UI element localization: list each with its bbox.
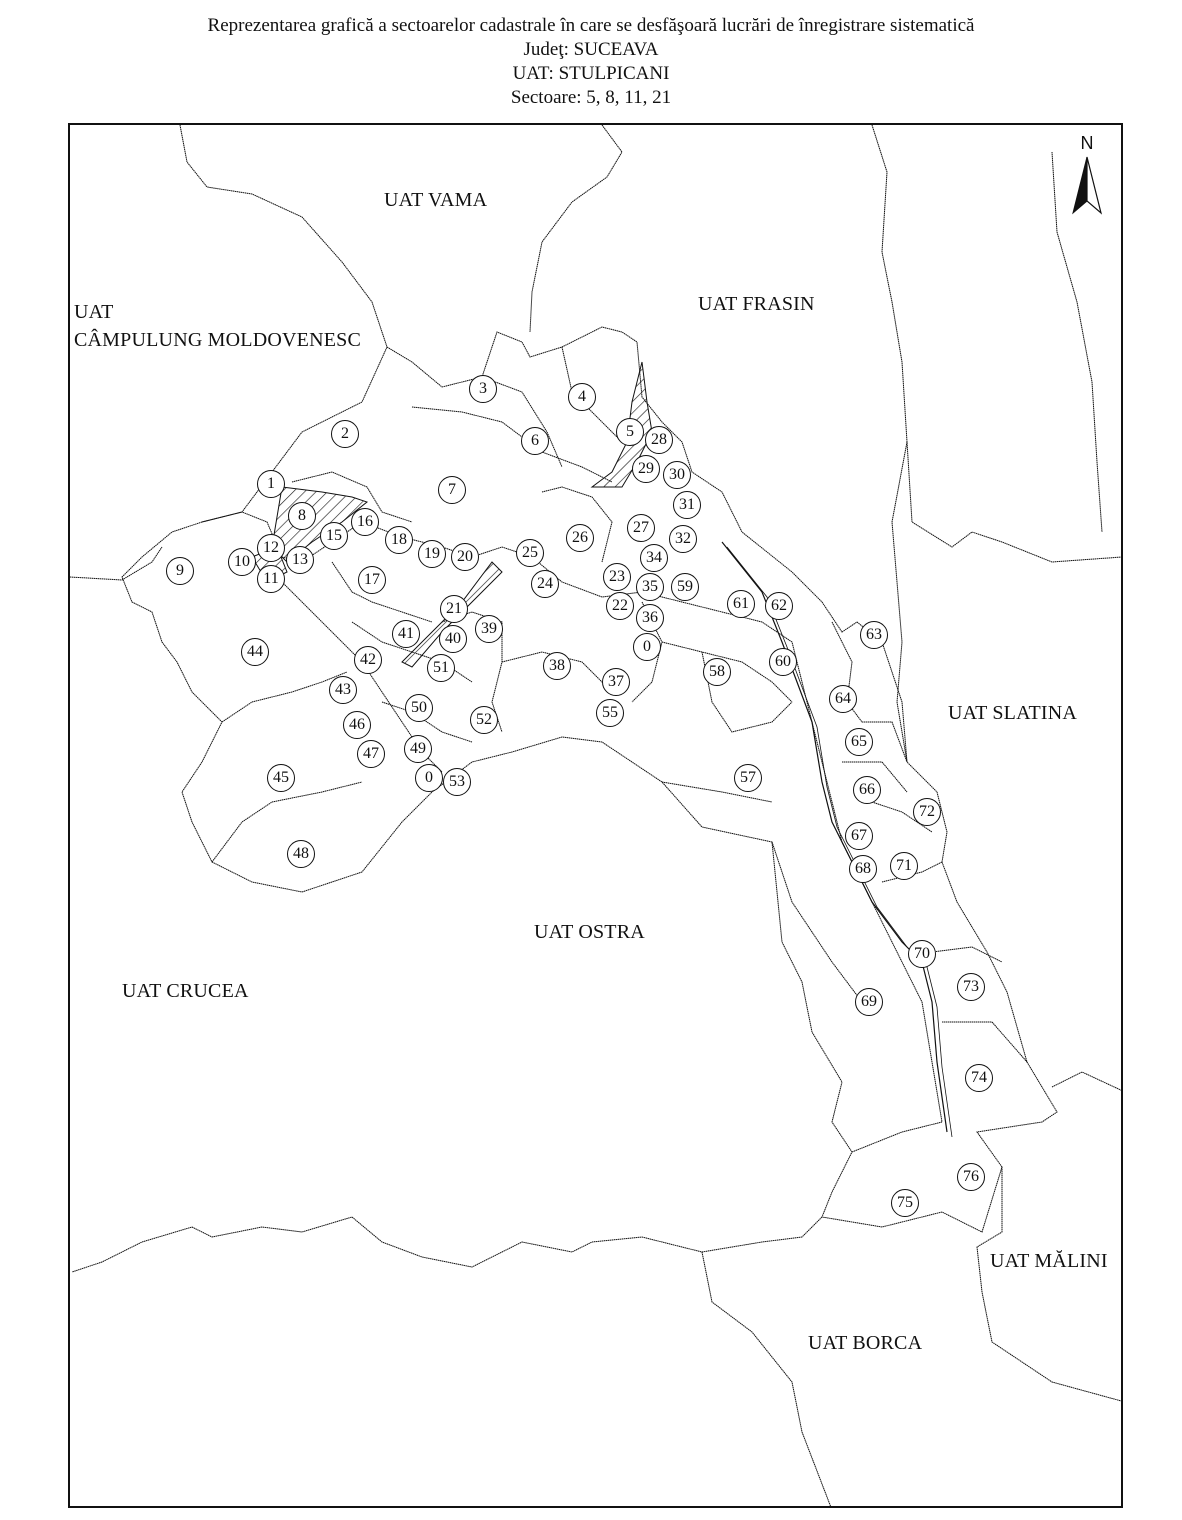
sector-marker-69[interactable]: 69 bbox=[855, 988, 883, 1016]
sector-marker-71[interactable]: 71 bbox=[890, 852, 918, 880]
title-line-4: Sectoare: 5, 8, 11, 21 bbox=[510, 87, 672, 108]
sector-marker-27[interactable]: 27 bbox=[627, 514, 655, 542]
sector-marker-29[interactable]: 29 bbox=[632, 455, 660, 483]
sector-marker-20[interactable]: 20 bbox=[451, 543, 479, 571]
north-arrow-icon bbox=[1069, 155, 1105, 215]
sector-marker-53[interactable]: 53 bbox=[443, 768, 471, 796]
uat-campulung-label-line1: UAT bbox=[74, 301, 114, 323]
sector-marker-61[interactable]: 61 bbox=[727, 590, 755, 618]
uat-ostra-label: UAT OSTRA bbox=[534, 921, 645, 943]
uat-malini-label: UAT MĂLINI bbox=[990, 1250, 1108, 1272]
sector-marker-42[interactable]: 42 bbox=[354, 646, 382, 674]
sector-marker-17[interactable]: 17 bbox=[358, 566, 386, 594]
sector-marker-22[interactable]: 22 bbox=[606, 592, 634, 620]
sector-marker-25[interactable]: 25 bbox=[516, 539, 544, 567]
sector-marker-21[interactable]: 21 bbox=[440, 595, 468, 623]
sector-marker-9[interactable]: 9 bbox=[166, 557, 194, 585]
sector-marker-72[interactable]: 72 bbox=[913, 798, 941, 826]
sector-marker-62[interactable]: 62 bbox=[765, 592, 793, 620]
sector-marker-41[interactable]: 41 bbox=[392, 620, 420, 648]
sector-marker-16[interactable]: 16 bbox=[351, 508, 379, 536]
sector-marker-35[interactable]: 35 bbox=[636, 573, 664, 601]
sector-marker-6[interactable]: 6 bbox=[521, 427, 549, 455]
sector-marker-43[interactable]: 43 bbox=[329, 676, 357, 704]
sector-marker-8[interactable]: 8 bbox=[288, 502, 316, 530]
north-arrow bbox=[1072, 133, 1112, 213]
sector-marker-38[interactable]: 38 bbox=[543, 652, 571, 680]
sector-marker-24[interactable]: 24 bbox=[531, 570, 559, 598]
sector-marker-65[interactable]: 65 bbox=[845, 728, 873, 756]
sector-marker-34[interactable]: 34 bbox=[640, 544, 668, 572]
sector-marker-73[interactable]: 73 bbox=[957, 973, 985, 1001]
sector-marker-52[interactable]: 52 bbox=[470, 706, 498, 734]
uat-frasin-label: UAT FRASIN bbox=[698, 293, 815, 315]
sector-marker-37[interactable]: 37 bbox=[602, 668, 630, 696]
uat-crucea-label: UAT CRUCEA bbox=[122, 980, 249, 1002]
sector-marker-66[interactable]: 66 bbox=[853, 776, 881, 804]
sector-marker-12[interactable]: 12 bbox=[257, 534, 285, 562]
sector-marker-44[interactable]: 44 bbox=[241, 638, 269, 666]
sector-marker-55[interactable]: 55 bbox=[596, 699, 624, 727]
sector-marker-13[interactable]: 13 bbox=[286, 546, 314, 574]
sector-marker-30[interactable]: 30 bbox=[663, 461, 691, 489]
sector-marker-10[interactable]: 10 bbox=[228, 548, 256, 576]
sector-marker-67[interactable]: 67 bbox=[845, 822, 873, 850]
sector-marker-58[interactable]: 58 bbox=[703, 658, 731, 686]
sector-marker-1[interactable]: 1 bbox=[257, 470, 285, 498]
sector-marker-76[interactable]: 76 bbox=[957, 1163, 985, 1191]
sector-marker-36[interactable]: 36 bbox=[636, 604, 664, 632]
uat-vama-label: UAT VAMA bbox=[384, 189, 488, 211]
sector-marker-11[interactable]: 11 bbox=[257, 565, 285, 593]
sector-marker-7[interactable]: 7 bbox=[438, 476, 466, 504]
sector-marker-39[interactable]: 39 bbox=[475, 615, 503, 643]
sector-marker-3[interactable]: 3 bbox=[469, 375, 497, 403]
sector-marker-60[interactable]: 60 bbox=[769, 648, 797, 676]
sector-marker-59[interactable]: 59 bbox=[671, 573, 699, 601]
sector-marker-40[interactable]: 40 bbox=[439, 625, 467, 653]
map-frame[interactable] bbox=[68, 123, 1123, 1508]
sector-marker-50[interactable]: 50 bbox=[405, 694, 433, 722]
title-line-1: Reprezentarea grafică a sectoarelor cadastrale în care se desfăşoară lucrări de înregistrare sistematică bbox=[207, 15, 975, 36]
sector-marker-32[interactable]: 32 bbox=[669, 525, 697, 553]
sector-marker-57[interactable]: 57 bbox=[734, 764, 762, 792]
title-line-2: Judeţ: SUCEAVA bbox=[523, 39, 659, 60]
sector-marker-47[interactable]: 47 bbox=[357, 740, 385, 768]
sector-marker-51[interactable]: 51 bbox=[427, 654, 455, 682]
sector-marker-48[interactable]: 48 bbox=[287, 840, 315, 868]
sector-marker-28[interactable]: 28 bbox=[645, 426, 673, 454]
sector-marker-75[interactable]: 75 bbox=[891, 1189, 919, 1217]
sector-marker-23[interactable]: 23 bbox=[603, 563, 631, 591]
sector-marker-2[interactable]: 2 bbox=[331, 420, 359, 448]
sector-marker-74[interactable]: 74 bbox=[965, 1064, 993, 1092]
sector-marker-5[interactable]: 5 bbox=[616, 418, 644, 446]
sector-marker-4[interactable]: 4 bbox=[568, 383, 596, 411]
sector-marker-18[interactable]: 18 bbox=[385, 526, 413, 554]
sector-marker-68[interactable]: 68 bbox=[849, 855, 877, 883]
sector-marker-0[interactable]: 0 bbox=[415, 764, 443, 792]
title-line-3: UAT: STULPICANI bbox=[512, 63, 670, 84]
sector-marker-15[interactable]: 15 bbox=[320, 522, 348, 550]
sector-marker-64[interactable]: 64 bbox=[829, 685, 857, 713]
sector-marker-31[interactable]: 31 bbox=[673, 491, 701, 519]
sector-marker-26[interactable]: 26 bbox=[566, 524, 594, 552]
sector-marker-70[interactable]: 70 bbox=[908, 940, 936, 968]
uat-borca-label: UAT BORCA bbox=[808, 1332, 923, 1354]
uat-slatina-label: UAT SLATINA bbox=[948, 702, 1078, 724]
sector-marker-46[interactable]: 46 bbox=[343, 711, 371, 739]
sector-marker-49[interactable]: 49 bbox=[404, 735, 432, 763]
map-title bbox=[0, 14, 1182, 110]
sector-marker-0[interactable]: 0 bbox=[633, 633, 661, 661]
sector-marker-45[interactable]: 45 bbox=[267, 764, 295, 792]
sector-marker-63[interactable]: 63 bbox=[860, 621, 888, 649]
uat-campulung-label-line2: CÂMPULUNG MOLDOVENESC bbox=[74, 329, 361, 351]
north-letter: N bbox=[1080, 133, 1094, 153]
sector-marker-19[interactable]: 19 bbox=[418, 540, 446, 568]
